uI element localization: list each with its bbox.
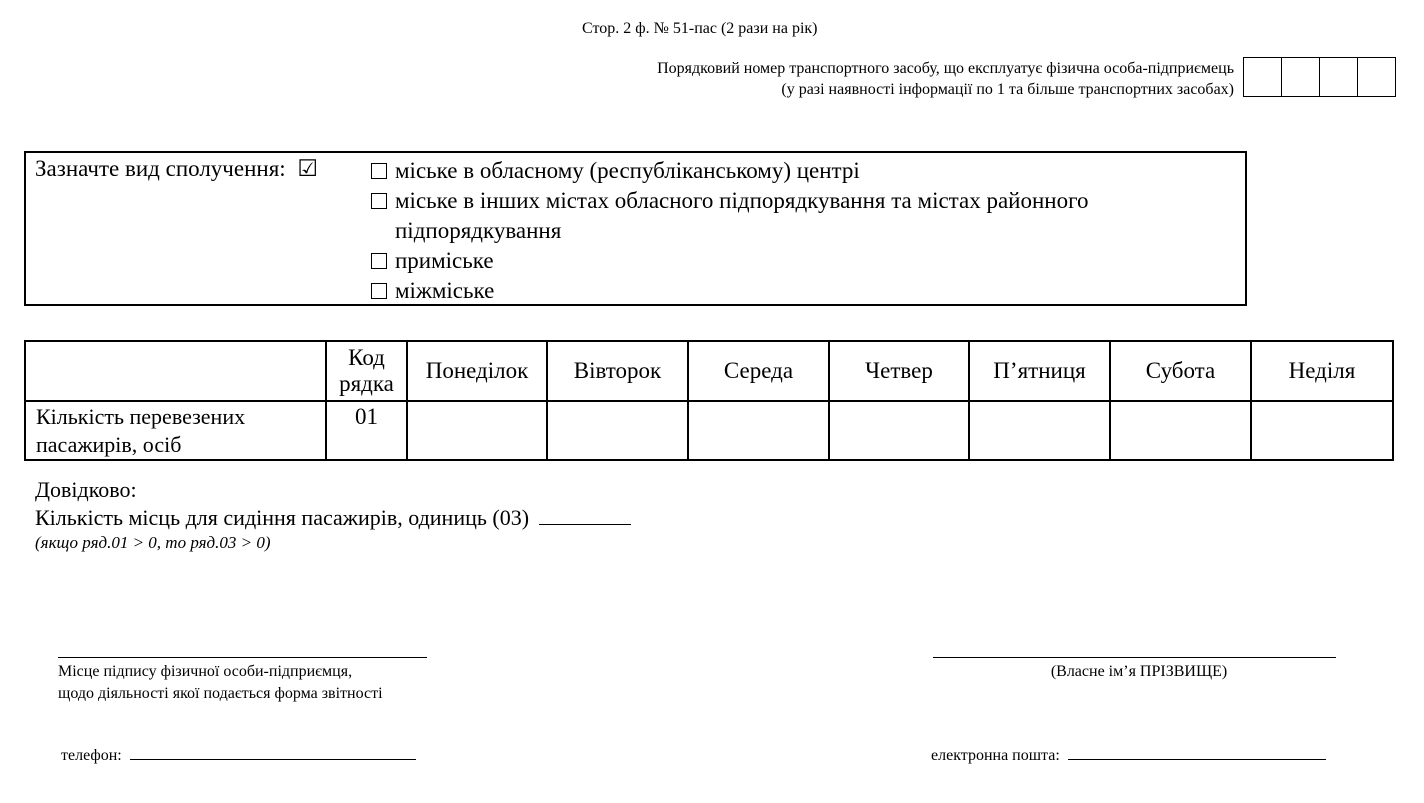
- email-field: [931, 745, 1326, 765]
- value-cell-friday[interactable]: [969, 401, 1110, 460]
- vehicle-number-label: [657, 58, 1234, 100]
- vehicle-number-label-line2: (у разі наявності інформації по 1 та більше транспортних засобах): [781, 81, 1234, 98]
- row-code: 01: [326, 401, 407, 460]
- phone-input-line[interactable]: [130, 745, 416, 760]
- value-cell-sunday[interactable]: [1251, 401, 1393, 460]
- vehicle-number-digit-2[interactable]: [1281, 57, 1320, 97]
- vehicle-number-digit-4[interactable]: [1357, 57, 1396, 97]
- seats-note: (якщо ряд.01 > 0, то ряд.03 > 0): [35, 533, 271, 552]
- signature-line[interactable]: [58, 657, 427, 658]
- checkbox-icon[interactable]: [371, 163, 387, 179]
- route-option-intercity[interactable]: [371, 276, 1231, 306]
- checked-box-icon: ☑: [297, 156, 319, 181]
- reference-title: Довідково:: [35, 477, 137, 502]
- seats-label: Кількість місць для сидіння пасажирів, одиниць (03): [35, 505, 530, 530]
- vehicle-number-digit-1[interactable]: [1243, 57, 1282, 97]
- seats-line: [35, 504, 631, 532]
- table-header-day: П’ятниця: [969, 341, 1110, 401]
- vehicle-number-label-line1: Порядковий номер транспортного засобу, що експлуатує фізична особа-підприємець: [657, 60, 1234, 77]
- value-cell-wednesday[interactable]: [688, 401, 829, 460]
- table-header-day: Вівторок: [547, 341, 688, 401]
- page-reference: Стор. 2 ф. № 51-пас (2 рази на рік): [582, 20, 818, 37]
- table-header-day: Субота: [1110, 341, 1251, 401]
- email-label: електронна пошта:: [931, 747, 1060, 764]
- value-cell-thursday[interactable]: [829, 401, 969, 460]
- passengers-table: [24, 340, 1394, 461]
- route-type-section: [24, 151, 1247, 306]
- route-option-label: приміське: [395, 248, 494, 273]
- route-type-title: [35, 156, 318, 182]
- route-type-options: [371, 156, 1231, 306]
- table-row: [25, 401, 1393, 460]
- phone-field: [61, 745, 416, 765]
- value-cell-saturday[interactable]: [1110, 401, 1251, 460]
- email-input-line[interactable]: [1068, 745, 1326, 760]
- signature-caption-line1: Місце підпису фізичної особи-підприємця,: [58, 663, 353, 680]
- phone-label: телефон:: [61, 747, 122, 764]
- table-header-day: Неділя: [1251, 341, 1393, 401]
- checkbox-icon[interactable]: [371, 283, 387, 299]
- route-type-title-text: Зазначте вид сполучення:: [35, 156, 286, 181]
- name-caption: (Власне ім’я ПРІЗВИЩЕ): [1050, 663, 1228, 680]
- signature-caption-line2: щодо діяльності якої подається форма звітності: [58, 685, 383, 702]
- checkbox-icon[interactable]: [371, 193, 387, 209]
- reference-section: [35, 476, 631, 554]
- route-option-urban-other[interactable]: [371, 186, 1231, 246]
- name-line[interactable]: [933, 657, 1336, 658]
- route-option-label: міжміське: [395, 278, 495, 303]
- table-header-code: Код рядка: [326, 341, 407, 401]
- vehicle-number-digit-3[interactable]: [1319, 57, 1358, 97]
- value-cell-tuesday[interactable]: [547, 401, 688, 460]
- table-header-day: Середа: [688, 341, 829, 401]
- table-header-day: Понеділок: [407, 341, 547, 401]
- row-label: Кількість перевезених пасажирів, осіб: [25, 401, 326, 460]
- checkbox-icon[interactable]: [371, 253, 387, 269]
- route-option-label: міське в обласному (республіканському) центрі: [395, 158, 860, 183]
- table-header-day: Четвер: [829, 341, 969, 401]
- vehicle-number-boxes: [1243, 57, 1396, 97]
- value-cell-monday[interactable]: [407, 401, 547, 460]
- route-option-label: міське в інших містах обласного підпорядкування та містах районного підпорядкування: [395, 188, 1089, 243]
- seats-input-line[interactable]: [539, 504, 631, 525]
- route-option-suburban[interactable]: [371, 246, 1231, 276]
- signature-caption: [58, 661, 438, 705]
- table-header-row: [25, 341, 1393, 401]
- table-header-empty: [25, 341, 326, 401]
- route-option-urban-center[interactable]: [371, 156, 1231, 186]
